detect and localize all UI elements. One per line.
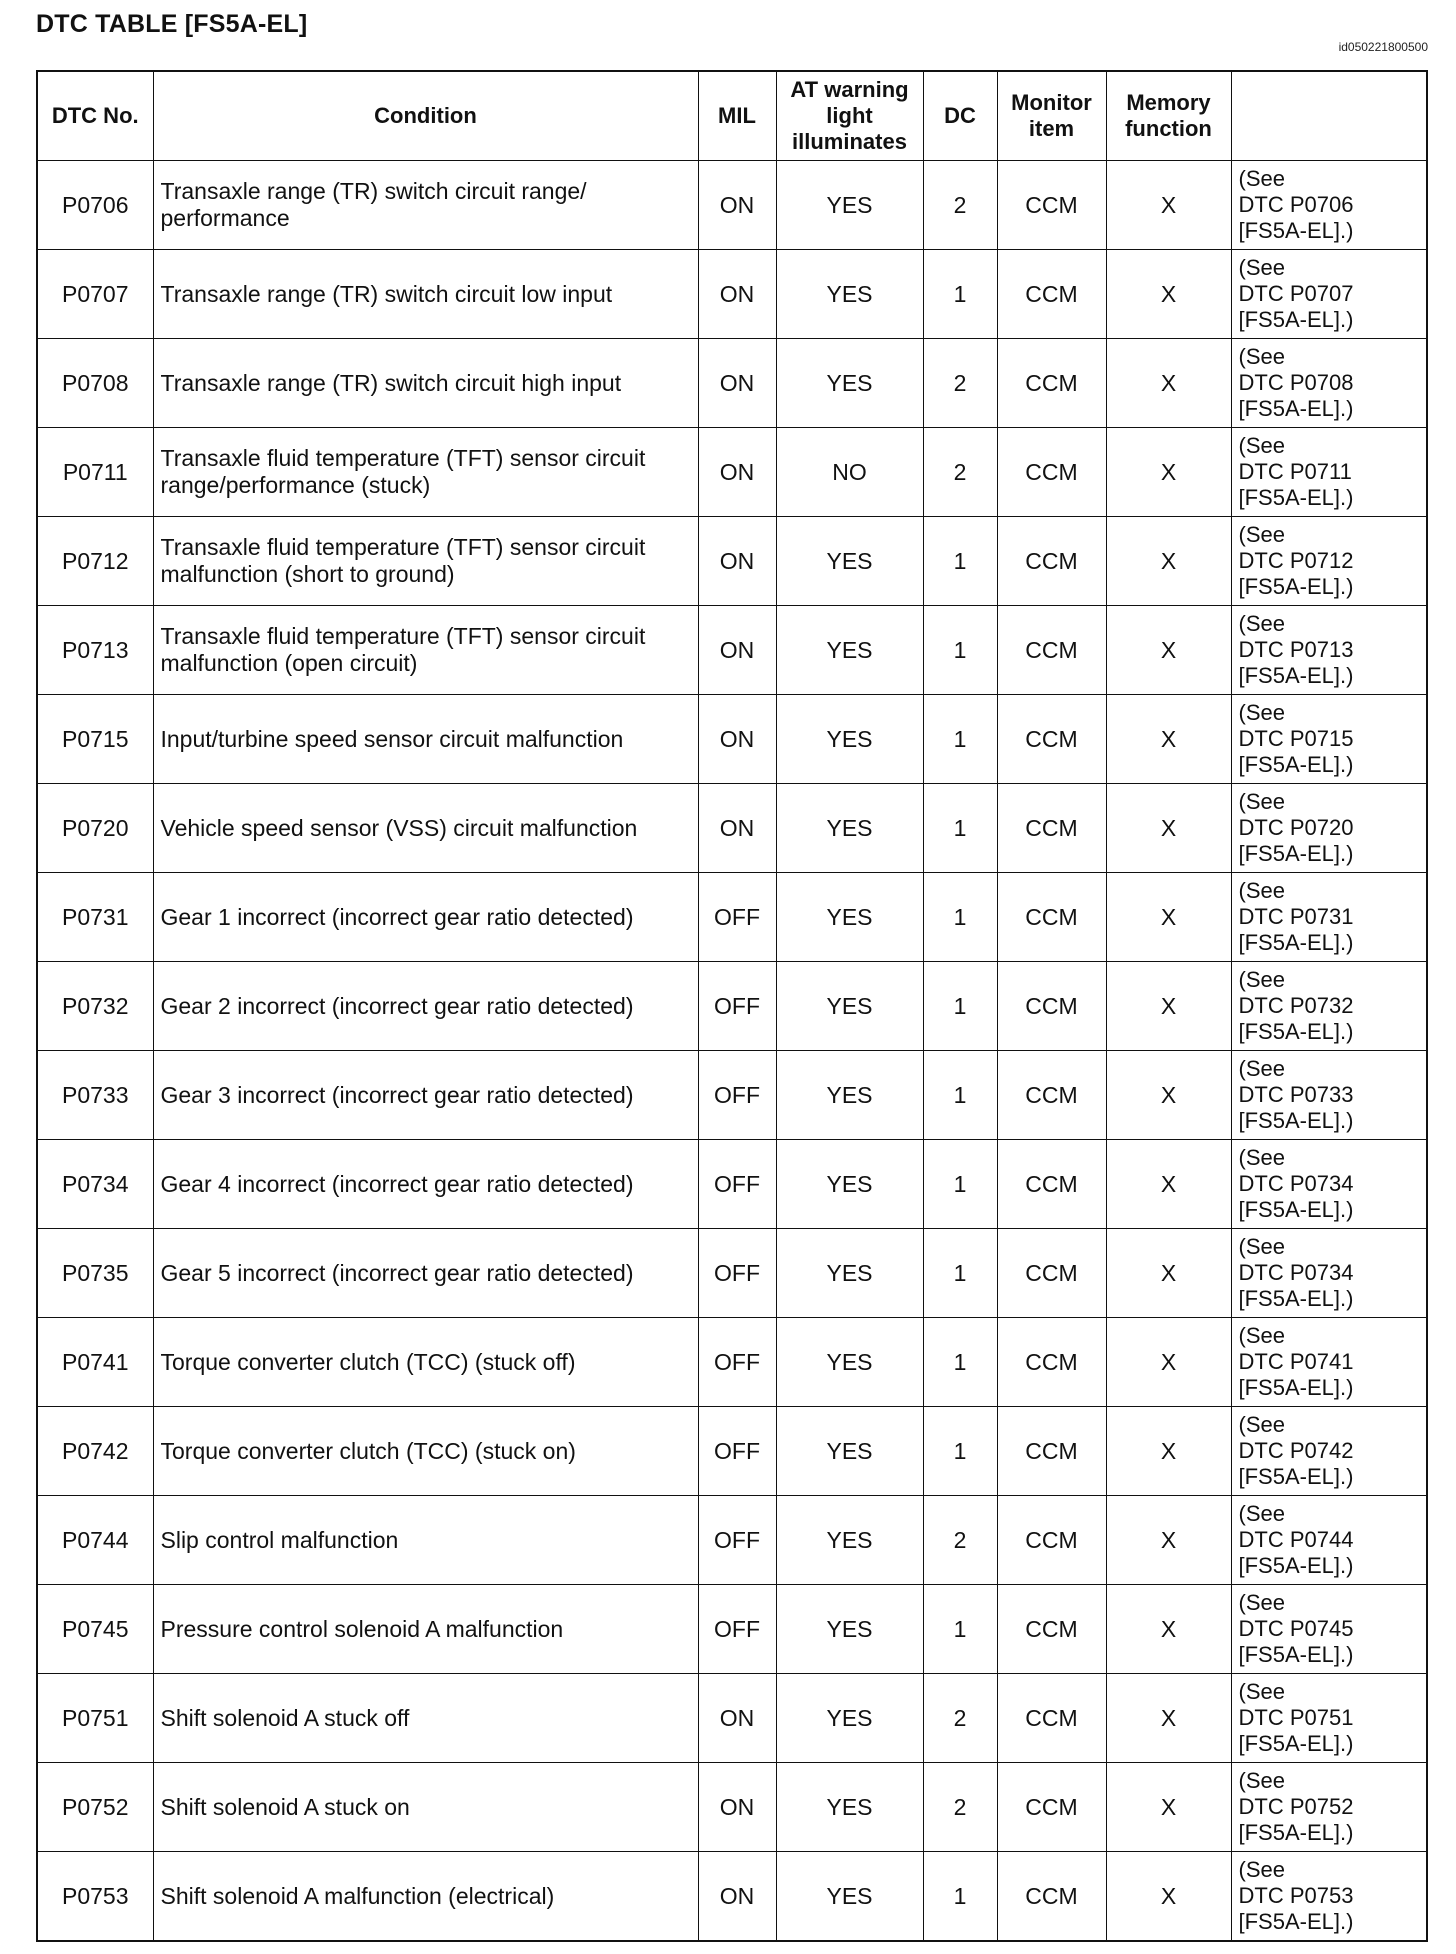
dc-cell: 1 xyxy=(923,1585,997,1674)
at-warning-cell: YES xyxy=(776,161,923,250)
reference-cell xyxy=(1231,517,1427,606)
mil-cell: ON xyxy=(698,695,776,784)
reference-line: [FS5A-EL].) xyxy=(1238,218,1354,243)
mil-cell: OFF xyxy=(698,1140,776,1229)
dtc-number-cell: P0741 xyxy=(37,1318,153,1407)
reference-line: (See xyxy=(1238,967,1285,992)
reference-cell xyxy=(1231,161,1427,250)
mil-cell: OFF xyxy=(698,873,776,962)
table-row xyxy=(37,161,1427,250)
reference-cell xyxy=(1231,1496,1427,1585)
reference-line: [FS5A-EL].) xyxy=(1238,663,1354,688)
reference-line: DTC P0745 xyxy=(1238,1616,1354,1641)
monitor-item-cell: CCM xyxy=(997,161,1106,250)
memory-function-cell: X xyxy=(1106,962,1231,1051)
reference-line: DTC P0733 xyxy=(1238,1082,1354,1107)
table-header-row xyxy=(37,71,1427,161)
reference-cell xyxy=(1231,784,1427,873)
memory-function-cell: X xyxy=(1106,1140,1231,1229)
at-warning-cell: YES xyxy=(776,1229,923,1318)
reference-cell xyxy=(1231,1318,1427,1407)
reference-line: (See xyxy=(1238,1590,1285,1615)
monitor-item-cell: CCM xyxy=(997,606,1106,695)
condition-cell: Transaxle fluid temperature (TFT) sensor circuit range/performance (stuck) xyxy=(153,428,698,517)
dc-cell: 1 xyxy=(923,606,997,695)
condition-cell: Shift solenoid A stuck off xyxy=(153,1674,698,1763)
at-warning-cell: YES xyxy=(776,339,923,428)
mil-cell: OFF xyxy=(698,1407,776,1496)
reference-line: [FS5A-EL].) xyxy=(1238,752,1354,777)
header-at-warning: AT warning light illuminates xyxy=(776,71,923,161)
mil-cell: ON xyxy=(698,1674,776,1763)
header-condition: Condition xyxy=(153,71,698,161)
header-monitor-item: Monitor item xyxy=(997,71,1106,161)
reference-line: DTC P0713 xyxy=(1238,637,1354,662)
reference-cell xyxy=(1231,873,1427,962)
dtc-number-cell: P0731 xyxy=(37,873,153,962)
header-mil: MIL xyxy=(698,71,776,161)
reference-cell xyxy=(1231,695,1427,784)
mil-cell: OFF xyxy=(698,962,776,1051)
dc-cell: 2 xyxy=(923,428,997,517)
reference-cell xyxy=(1231,1140,1427,1229)
reference-line: [FS5A-EL].) xyxy=(1238,1375,1354,1400)
dc-cell: 1 xyxy=(923,1140,997,1229)
mil-cell: ON xyxy=(698,1763,776,1852)
reference-line: (See xyxy=(1238,1412,1285,1437)
reference-line: [FS5A-EL].) xyxy=(1238,1731,1354,1756)
reference-line: [FS5A-EL].) xyxy=(1238,1197,1354,1222)
condition-cell: Torque converter clutch (TCC) (stuck off) xyxy=(153,1318,698,1407)
dc-cell: 1 xyxy=(923,784,997,873)
dc-cell: 1 xyxy=(923,517,997,606)
dc-cell: 1 xyxy=(923,1852,997,1942)
table-row xyxy=(37,1318,1427,1407)
dc-cell: 1 xyxy=(923,1318,997,1407)
monitor-item-cell: CCM xyxy=(997,428,1106,517)
condition-cell: Transaxle fluid temperature (TFT) sensor circuit malfunction (short to ground) xyxy=(153,517,698,606)
dtc-number-cell: P0732 xyxy=(37,962,153,1051)
monitor-item-cell: CCM xyxy=(997,250,1106,339)
mil-cell: ON xyxy=(698,161,776,250)
mil-cell: OFF xyxy=(698,1229,776,1318)
reference-line: DTC P0751 xyxy=(1238,1705,1354,1730)
dc-cell: 2 xyxy=(923,1496,997,1585)
reference-cell xyxy=(1231,1763,1427,1852)
reference-line: DTC P0711 xyxy=(1238,459,1352,484)
dtc-number-cell: P0712 xyxy=(37,517,153,606)
reference-line: (See xyxy=(1238,878,1285,903)
condition-cell: Slip control malfunction xyxy=(153,1496,698,1585)
reference-line: [FS5A-EL].) xyxy=(1238,1286,1354,1311)
memory-function-cell: X xyxy=(1106,161,1231,250)
condition-cell: Gear 4 incorrect (incorrect gear ratio detected) xyxy=(153,1140,698,1229)
reference-line: DTC P0752 xyxy=(1238,1794,1354,1819)
page-title: DTC TABLE [FS5A-EL] xyxy=(36,10,308,38)
reference-line: DTC P0732 xyxy=(1238,993,1354,1018)
reference-line: DTC P0731 xyxy=(1238,904,1354,929)
at-warning-cell: YES xyxy=(776,784,923,873)
dc-cell: 1 xyxy=(923,1407,997,1496)
table-body xyxy=(37,161,1427,1942)
at-warning-cell: YES xyxy=(776,695,923,784)
dtc-number-cell: P0707 xyxy=(37,250,153,339)
reference-line: (See xyxy=(1238,1056,1285,1081)
condition-cell: Transaxle range (TR) switch circuit low input xyxy=(153,250,698,339)
table-row xyxy=(37,1407,1427,1496)
reference-line: DTC P0742 xyxy=(1238,1438,1354,1463)
table-row xyxy=(37,1229,1427,1318)
condition-cell: Vehicle speed sensor (VSS) circuit malfunction xyxy=(153,784,698,873)
at-warning-cell: YES xyxy=(776,1051,923,1140)
reference-cell xyxy=(1231,1674,1427,1763)
reference-cell xyxy=(1231,250,1427,339)
condition-cell: Transaxle range (TR) switch circuit range/ performance xyxy=(153,161,698,250)
at-warning-cell: YES xyxy=(776,962,923,1051)
reference-line: DTC P0753 xyxy=(1238,1883,1354,1908)
dc-cell: 2 xyxy=(923,339,997,428)
dc-cell: 2 xyxy=(923,1674,997,1763)
monitor-item-cell: CCM xyxy=(997,1496,1106,1585)
document-id: id050221800500 xyxy=(1338,40,1428,54)
reference-line: (See xyxy=(1238,1768,1285,1793)
memory-function-cell: X xyxy=(1106,1318,1231,1407)
at-warning-cell: NO xyxy=(776,428,923,517)
condition-cell: Input/turbine speed sensor circuit malfunction xyxy=(153,695,698,784)
monitor-item-cell: CCM xyxy=(997,784,1106,873)
reference-cell xyxy=(1231,428,1427,517)
table-row xyxy=(37,517,1427,606)
condition-cell: Torque converter clutch (TCC) (stuck on) xyxy=(153,1407,698,1496)
dtc-number-cell: P0733 xyxy=(37,1051,153,1140)
memory-function-cell: X xyxy=(1106,250,1231,339)
reference-line: (See xyxy=(1238,1145,1285,1170)
dc-cell: 2 xyxy=(923,161,997,250)
at-warning-cell: YES xyxy=(776,1496,923,1585)
reference-line: [FS5A-EL].) xyxy=(1238,1820,1354,1845)
dtc-number-cell: P0753 xyxy=(37,1852,153,1942)
reference-line: DTC P0707 xyxy=(1238,281,1354,306)
reference-line: (See xyxy=(1238,789,1285,814)
dtc-number-cell: P0745 xyxy=(37,1585,153,1674)
reference-line: DTC P0706 xyxy=(1238,192,1354,217)
at-warning-cell: YES xyxy=(776,1318,923,1407)
header-memory-function: Memory function xyxy=(1106,71,1231,161)
reference-line: [FS5A-EL].) xyxy=(1238,1019,1354,1044)
reference-cell xyxy=(1231,962,1427,1051)
dc-cell: 1 xyxy=(923,695,997,784)
mil-cell: OFF xyxy=(698,1585,776,1674)
condition-cell: Gear 5 incorrect (incorrect gear ratio detected) xyxy=(153,1229,698,1318)
condition-cell: Shift solenoid A malfunction (electrical) xyxy=(153,1852,698,1942)
reference-line: [FS5A-EL].) xyxy=(1238,1553,1354,1578)
memory-function-cell: X xyxy=(1106,1407,1231,1496)
reference-line: [FS5A-EL].) xyxy=(1238,1909,1354,1934)
reference-line: (See xyxy=(1238,255,1285,280)
reference-line: (See xyxy=(1238,522,1285,547)
at-warning-cell: YES xyxy=(776,1674,923,1763)
dtc-number-cell: P0752 xyxy=(37,1763,153,1852)
header-dtc-no: DTC No. xyxy=(37,71,153,161)
reference-line: [FS5A-EL].) xyxy=(1238,1464,1354,1489)
at-warning-cell: YES xyxy=(776,517,923,606)
table-row xyxy=(37,428,1427,517)
dc-cell: 1 xyxy=(923,250,997,339)
reference-line: (See xyxy=(1238,1501,1285,1526)
table-row xyxy=(37,1585,1427,1674)
table-row xyxy=(37,1140,1427,1229)
condition-cell: Transaxle fluid temperature (TFT) sensor circuit malfunction (open circuit) xyxy=(153,606,698,695)
dc-cell: 1 xyxy=(923,873,997,962)
reference-line: (See xyxy=(1238,1234,1285,1259)
memory-function-cell: X xyxy=(1106,1229,1231,1318)
table-row xyxy=(37,1496,1427,1585)
dtc-number-cell: P0715 xyxy=(37,695,153,784)
table-row xyxy=(37,1674,1427,1763)
memory-function-cell: X xyxy=(1106,695,1231,784)
mil-cell: OFF xyxy=(698,1051,776,1140)
at-warning-cell: YES xyxy=(776,873,923,962)
table-row xyxy=(37,606,1427,695)
memory-function-cell: X xyxy=(1106,1051,1231,1140)
memory-function-cell: X xyxy=(1106,1585,1231,1674)
reference-line: DTC P0720 xyxy=(1238,815,1354,840)
reference-line: [FS5A-EL].) xyxy=(1238,307,1354,332)
dtc-number-cell: P0742 xyxy=(37,1407,153,1496)
reference-cell xyxy=(1231,1051,1427,1140)
dc-cell: 1 xyxy=(923,1229,997,1318)
monitor-item-cell: CCM xyxy=(997,1852,1106,1942)
reference-line: [FS5A-EL].) xyxy=(1238,396,1354,421)
dtc-number-cell: P0720 xyxy=(37,784,153,873)
table-row xyxy=(37,250,1427,339)
memory-function-cell: X xyxy=(1106,339,1231,428)
reference-line: (See xyxy=(1238,1857,1285,1882)
reference-line: DTC P0734 xyxy=(1238,1260,1354,1285)
monitor-item-cell: CCM xyxy=(997,1763,1106,1852)
condition-cell: Transaxle range (TR) switch circuit high input xyxy=(153,339,698,428)
reference-line: (See xyxy=(1238,611,1285,636)
dtc-number-cell: P0711 xyxy=(37,428,153,517)
header-dc: DC xyxy=(923,71,997,161)
at-warning-cell: YES xyxy=(776,250,923,339)
memory-function-cell: X xyxy=(1106,428,1231,517)
reference-line: [FS5A-EL].) xyxy=(1238,1642,1354,1667)
mil-cell: ON xyxy=(698,339,776,428)
memory-function-cell: X xyxy=(1106,873,1231,962)
monitor-item-cell: CCM xyxy=(997,517,1106,606)
reference-line: DTC P0734 xyxy=(1238,1171,1354,1196)
table-row xyxy=(37,1852,1427,1942)
reference-line: DTC P0715 xyxy=(1238,726,1354,751)
reference-line: [FS5A-EL].) xyxy=(1238,574,1354,599)
dtc-number-cell: P0735 xyxy=(37,1229,153,1318)
table-row xyxy=(37,1763,1427,1852)
monitor-item-cell: CCM xyxy=(997,1051,1106,1140)
memory-function-cell: X xyxy=(1106,1496,1231,1585)
mil-cell: ON xyxy=(698,1852,776,1942)
at-warning-cell: YES xyxy=(776,1585,923,1674)
reference-cell xyxy=(1231,1852,1427,1942)
condition-cell: Gear 3 incorrect (incorrect gear ratio detected) xyxy=(153,1051,698,1140)
table-row xyxy=(37,1051,1427,1140)
reference-line: [FS5A-EL].) xyxy=(1238,1108,1354,1133)
table-row xyxy=(37,962,1427,1051)
monitor-item-cell: CCM xyxy=(997,1229,1106,1318)
monitor-item-cell: CCM xyxy=(997,1318,1106,1407)
condition-cell: Shift solenoid A stuck on xyxy=(153,1763,698,1852)
table-row xyxy=(37,784,1427,873)
dc-cell: 2 xyxy=(923,1763,997,1852)
memory-function-cell: X xyxy=(1106,517,1231,606)
mil-cell: ON xyxy=(698,784,776,873)
reference-line: [FS5A-EL].) xyxy=(1238,841,1354,866)
reference-line: DTC P0741 xyxy=(1238,1349,1354,1374)
memory-function-cell: X xyxy=(1106,1852,1231,1942)
dtc-number-cell: P0706 xyxy=(37,161,153,250)
reference-line: (See xyxy=(1238,1323,1285,1348)
reference-line: (See xyxy=(1238,166,1285,191)
memory-function-cell: X xyxy=(1106,1763,1231,1852)
monitor-item-cell: CCM xyxy=(997,695,1106,784)
condition-cell: Gear 1 incorrect (incorrect gear ratio detected) xyxy=(153,873,698,962)
dtc-table xyxy=(36,70,1428,1942)
mil-cell: ON xyxy=(698,606,776,695)
reference-line: DTC P0708 xyxy=(1238,370,1354,395)
reference-line: (See xyxy=(1238,700,1285,725)
monitor-item-cell: CCM xyxy=(997,962,1106,1051)
reference-line: (See xyxy=(1238,344,1285,369)
reference-cell xyxy=(1231,1229,1427,1318)
mil-cell: ON xyxy=(698,517,776,606)
monitor-item-cell: CCM xyxy=(997,1140,1106,1229)
reference-line: (See xyxy=(1238,1679,1285,1704)
at-warning-cell: YES xyxy=(776,1763,923,1852)
dtc-number-cell: P0713 xyxy=(37,606,153,695)
reference-cell xyxy=(1231,606,1427,695)
at-warning-cell: YES xyxy=(776,1407,923,1496)
reference-line: [FS5A-EL].) xyxy=(1238,485,1354,510)
dc-cell: 1 xyxy=(923,1051,997,1140)
mil-cell: ON xyxy=(698,250,776,339)
at-warning-cell: YES xyxy=(776,1140,923,1229)
monitor-item-cell: CCM xyxy=(997,873,1106,962)
monitor-item-cell: CCM xyxy=(997,1407,1106,1496)
memory-function-cell: X xyxy=(1106,1674,1231,1763)
monitor-item-cell: CCM xyxy=(997,339,1106,428)
mil-cell: ON xyxy=(698,428,776,517)
at-warning-cell: YES xyxy=(776,1852,923,1942)
monitor-item-cell: CCM xyxy=(997,1674,1106,1763)
reference-line: [FS5A-EL].) xyxy=(1238,930,1354,955)
table-row xyxy=(37,873,1427,962)
dc-cell: 1 xyxy=(923,962,997,1051)
reference-cell xyxy=(1231,339,1427,428)
header-reference xyxy=(1231,71,1427,161)
dtc-number-cell: P0708 xyxy=(37,339,153,428)
at-warning-cell: YES xyxy=(776,606,923,695)
reference-cell xyxy=(1231,1407,1427,1496)
dtc-number-cell: P0734 xyxy=(37,1140,153,1229)
reference-cell xyxy=(1231,1585,1427,1674)
memory-function-cell: X xyxy=(1106,784,1231,873)
condition-cell: Gear 2 incorrect (incorrect gear ratio detected) xyxy=(153,962,698,1051)
table-row xyxy=(37,695,1427,784)
table-row xyxy=(37,339,1427,428)
condition-cell: Pressure control solenoid A malfunction xyxy=(153,1585,698,1674)
monitor-item-cell: CCM xyxy=(997,1585,1106,1674)
mil-cell: OFF xyxy=(698,1318,776,1407)
memory-function-cell: X xyxy=(1106,606,1231,695)
mil-cell: OFF xyxy=(698,1496,776,1585)
dtc-number-cell: P0751 xyxy=(37,1674,153,1763)
dtc-number-cell: P0744 xyxy=(37,1496,153,1585)
reference-line: DTC P0712 xyxy=(1238,548,1354,573)
reference-line: DTC P0744 xyxy=(1238,1527,1354,1552)
reference-line: (See xyxy=(1238,433,1285,458)
